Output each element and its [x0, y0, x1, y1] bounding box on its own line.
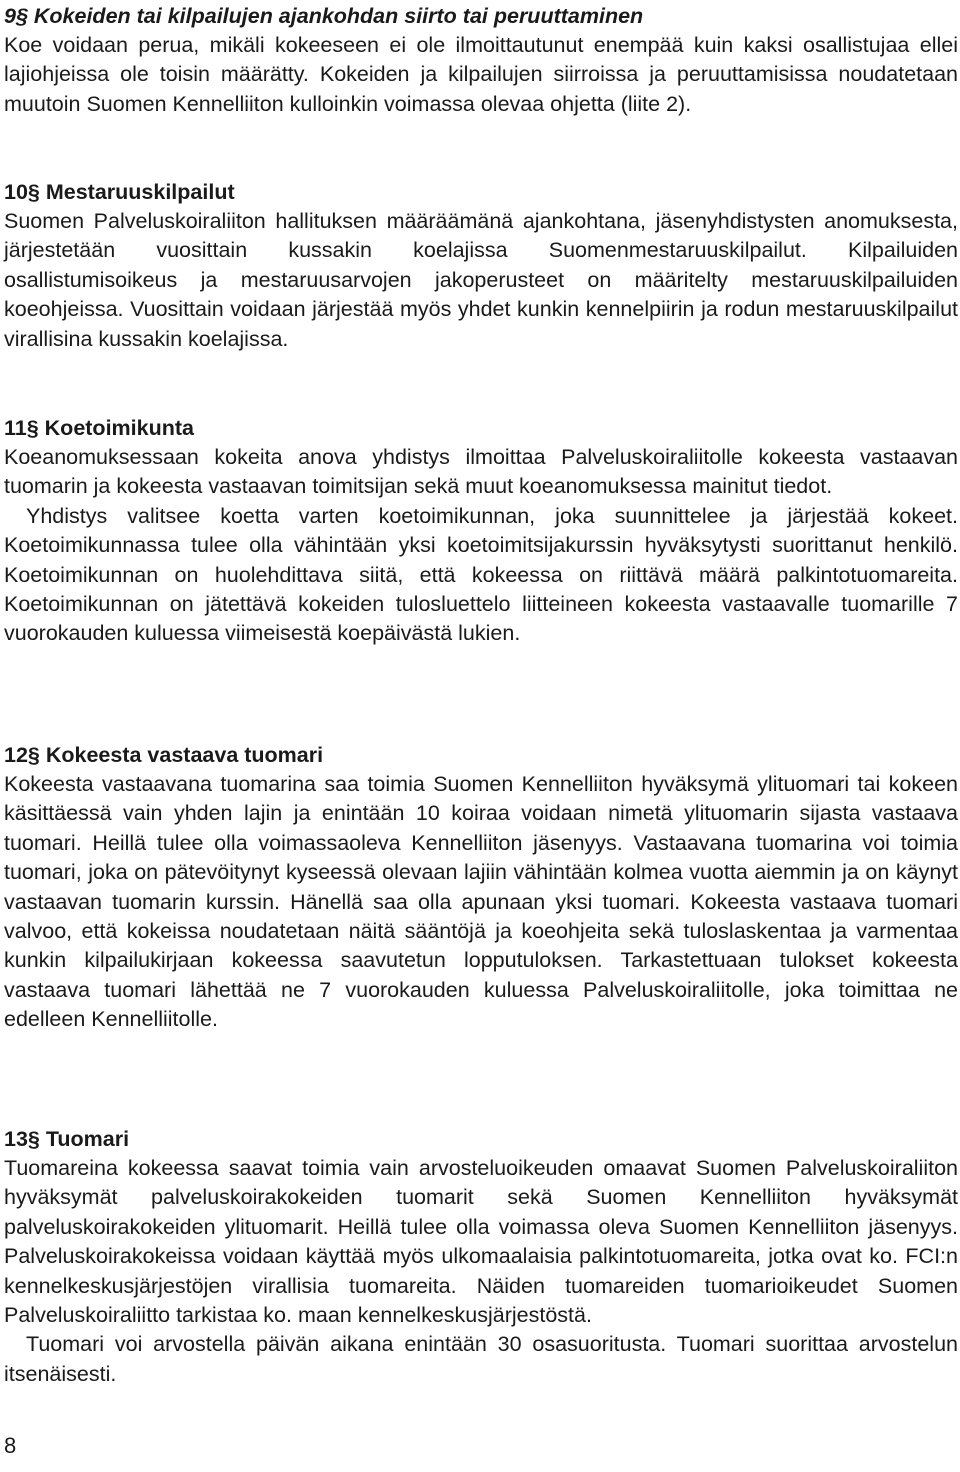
section-paragraph: Kokeesta vastaavana tuomarina saa toimia Suomen Kennelliiton hyväksymä ylituomari tai kokeen käsittäessä vain yhden lajin ja enintään 10 koiraa voidaan nimetä ylituomarin sijasta vastaava tuomari. Heillä tulee olla voimassaoleva Kennelliiton jäsenyys. Vastaavana tuomarina voi toimia tuomari, joka on pätevöitynyt kyseessä olevaan lajiin vähintään kolmea vuotta aiemmin ja on käynyt vastaavan tuomarin kurssin. Hänellä saa olla apunaan yksi tuomari. Kokeesta vastaava tuomari valvoo, että kokeissa noudatetaan näitä sääntöjä ja koeohjeita sekä tuloslaskentaa ja varmentaa kunkin kilpailukirjaan kokeessa saavutetun lopputuloksen. Tarkastettuaan tulokset kokeesta vastaava tuomari lähettää ne 7 vuorokauden kuluessa Palveluskoiraliitolle, joka toimittaa ne edelleen Kennelliitolle.	[4, 772, 958, 1032]
section-13	[4, 1125, 958, 1389]
section-paragraph: Koeanomuksessaan kokeita anova yhdistys ilmoittaa Palveluskoiraliitolle kokeesta vastaavan tuomarin ja kokeesta vastaavan toimitsijan sekä muut koeanomuksessa mainitut tiedot.	[4, 445, 958, 499]
section-9	[4, 2, 958, 119]
section-heading: 9§ Kokeiden tai kilpailujen ajankohdan siirto tai peruuttaminen	[4, 4, 644, 28]
page-number: 8	[4, 1433, 17, 1458]
section-paragraph: Tuomari voi arvostella päivän aikana enintään 30 osasuoritusta. Tuomari suorittaa arvostelun itsenäisesti.	[4, 1332, 958, 1386]
section-12	[4, 741, 958, 1035]
section-11	[4, 414, 958, 649]
section-heading: 10§ Mestaruuskilpailut	[4, 180, 235, 204]
section-paragraph: Yhdistys valitsee koetta varten koetoimikunnan, joka suunnittelee ja järjestää kokeet. Koetoimikunnassa tulee olla vähintään yksi koetoimitsijakurssin hyväksytysti suorittanut henkilö. Koetoimikunnan on huolehdittava siitä, että kokeessa on riittävä määrä palkintotuomareita. Koetoimikunnan on jätettävä kokeiden tulosluettelo liitteineen kokeesta vastaavalle tuomarille 7 vuorokauden kuluessa viimeisestä koepäivästä lukien.	[4, 503, 958, 646]
section-heading: 12§ Kokeesta vastaava tuomari	[4, 743, 324, 767]
section-paragraph: Tuomareina kokeessa saavat toimia vain arvosteluoikeuden omaavat Suomen Palveluskoiraliiton hyväksymät palveluskoirakokeiden tuomarit sekä Suomen Kennelliiton hyväksymät palveluskoirakokeiden ylituomarit. Heillä tulee olla voimassa oleva Suomen Kennelliiton jäsenyys. Palveluskoirakokeissa voidaan käyttää myös ulkomaalaisia palkintotuomareita, jotka ovat ko. FCI:n kennelkeskusjärjestöjen virallisia tuomareita. Näiden tuomareiden tuomarioikeudet Suomen Palveluskoiraliitto tarkistaa ko. maan kennelkeskusjärjestöstä.	[4, 1156, 958, 1328]
section-heading: 11§ Koetoimikunta	[4, 416, 194, 440]
section-paragraph: Suomen Palveluskoiraliiton hallituksen määräämänä ajankohtana, jäsenyhdistysten anomuksesta, järjestetään vuosittain kussakin koelajissa Suomenmestaruuskilpailut. Kilpailuiden osallistumisoikeus ja mestaruusarvojen jakoperusteet on määritelty mestaruuskilpailuiden koeohjeissa. Vuosittain voidaan järjestää myös yhdet kunkin kennelpiirin ja rodun mestaruuskilpailut virallisina kussakin koelajissa.	[4, 209, 958, 351]
section-10	[4, 178, 958, 354]
section-heading: 13§ Tuomari	[4, 1127, 130, 1151]
section-paragraph: Koe voidaan perua, mikäli kokeeseen ei ole ilmoittautunut enempää kuin kaksi osallistujaa ellei lajiohjeissa ole toisin määrätty. Kokeiden ja kilpailujen siirroissa ja peruuttamisissa noudatetaan muutoin Suomen Kennelliiton kulloinkin voimassa olevaa ohjetta (liite 2).	[4, 33, 958, 116]
